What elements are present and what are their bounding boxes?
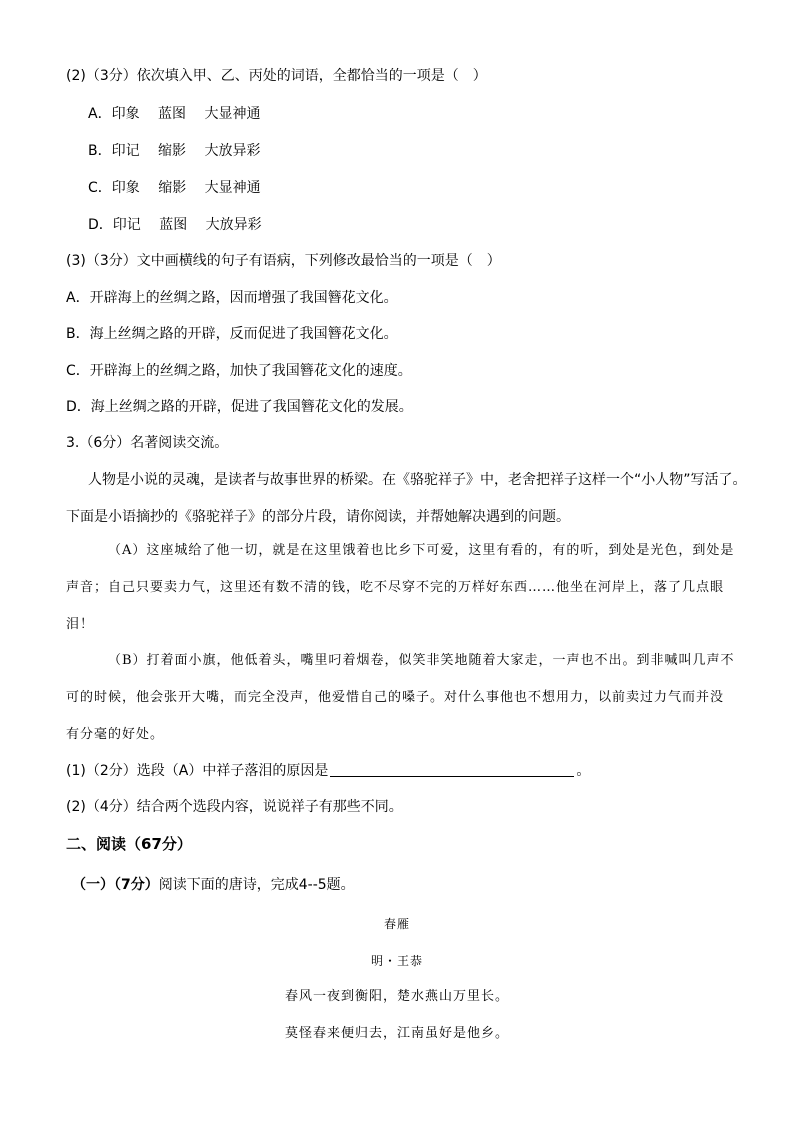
excerpt-a-line-1: （A）这座城给了他一切，就是在这里饿着也比乡下可爱，这里有看的，有的听，到处是光色，到处是 (108, 543, 735, 558)
option-b: B．海上丝绸之路的开辟，反而促进了我国簪花文化。 (66, 326, 398, 342)
question-2-3-stem: (3)（3分）文中画横线的句子有语病，下列修改最恰当的一项是（ ） (66, 253, 501, 269)
poem-author: 明・王恭 (370, 954, 423, 968)
option-d: D．海上丝绸之路的开辟，促进了我国簪花文化的发展。 (66, 399, 413, 415)
poem-line-1: 春风一夜到衡阳，楚水燕山万里长。 (284, 989, 509, 1004)
question-3-title: 3.（6分）名著阅读交流。 (66, 435, 229, 451)
section-heading: 二、阅读（67分） (66, 835, 192, 853)
question-3-intro-line-2: 下面是小语摘抄的《骆驼祥子》的部分片段，请你阅读，并帮她解决遇到的问题。 (66, 509, 570, 525)
answer-blank[interactable] (330, 762, 574, 777)
excerpt-a-line-3: 泪！ (66, 617, 95, 632)
question-3-sub-2: (2)（4分）结合两个选段内容，说说祥子有那些不同。 (66, 799, 403, 815)
poem-line-2: 莫怪春来便归去，江南虽好是他乡。 (284, 1026, 509, 1041)
subsection-instruction: 阅读下面的唐诗，完成4--5题。 (158, 877, 355, 893)
excerpt-b-line-2: 可的时候，他会张开大嘴，而完全没声，他爱惜自己的嗓子。对什么事他也不想用力，以前卖过力气而并没 (66, 690, 725, 705)
option-d: D．印记 蓝图 大放异彩 (88, 217, 262, 233)
sub-1-prompt: (1)（2分）选段（A）中祥子落泪的原因是 (66, 763, 329, 779)
option-c: C．印象 缩影 大显神通 (88, 180, 261, 196)
excerpt-a-line-2: 声音；自己只要卖力气，这里还有数不清的钱，吃不尽穿不完的万样好东西……他坐在河岸上，落了几点眼 (66, 580, 725, 595)
option-a: A．开辟海上的丝绸之路，因而增强了我国簪花文化。 (66, 290, 398, 306)
question-3-sub-1 (66, 761, 590, 781)
subsection-heading (72, 875, 355, 895)
sub-1-end: 。 (576, 763, 591, 779)
option-c: C．开辟海上的丝绸之路，加快了我国簪花文化的速度。 (66, 363, 412, 379)
option-a: A．印象 蓝图 大显神通 (88, 106, 261, 122)
subsection-label: （一）（7分） (72, 877, 159, 893)
excerpt-b-line-1: （B）打着面小旗，他低着头，嘴里叼着烟卷，似笑非笑地随着大家走，一声也不出。到非喊叫几声不 (108, 653, 735, 668)
poem-title: 春雁 (383, 917, 410, 931)
question-3-intro-line-1: 人物是小说的灵魂，是读者与故事世界的桥梁。在《骆驼祥子》中，老舍把祥子这样一个“小人物”写活了。 (88, 472, 747, 488)
excerpt-b-line-3: 有分毫的好处。 (66, 727, 165, 742)
option-b: B．印记 缩影 大放异彩 (88, 143, 261, 159)
question-2-2-stem: (2)（3分）依次填入甲、乙、丙处的词语，全都恰当的一项是（ ） (66, 68, 487, 84)
